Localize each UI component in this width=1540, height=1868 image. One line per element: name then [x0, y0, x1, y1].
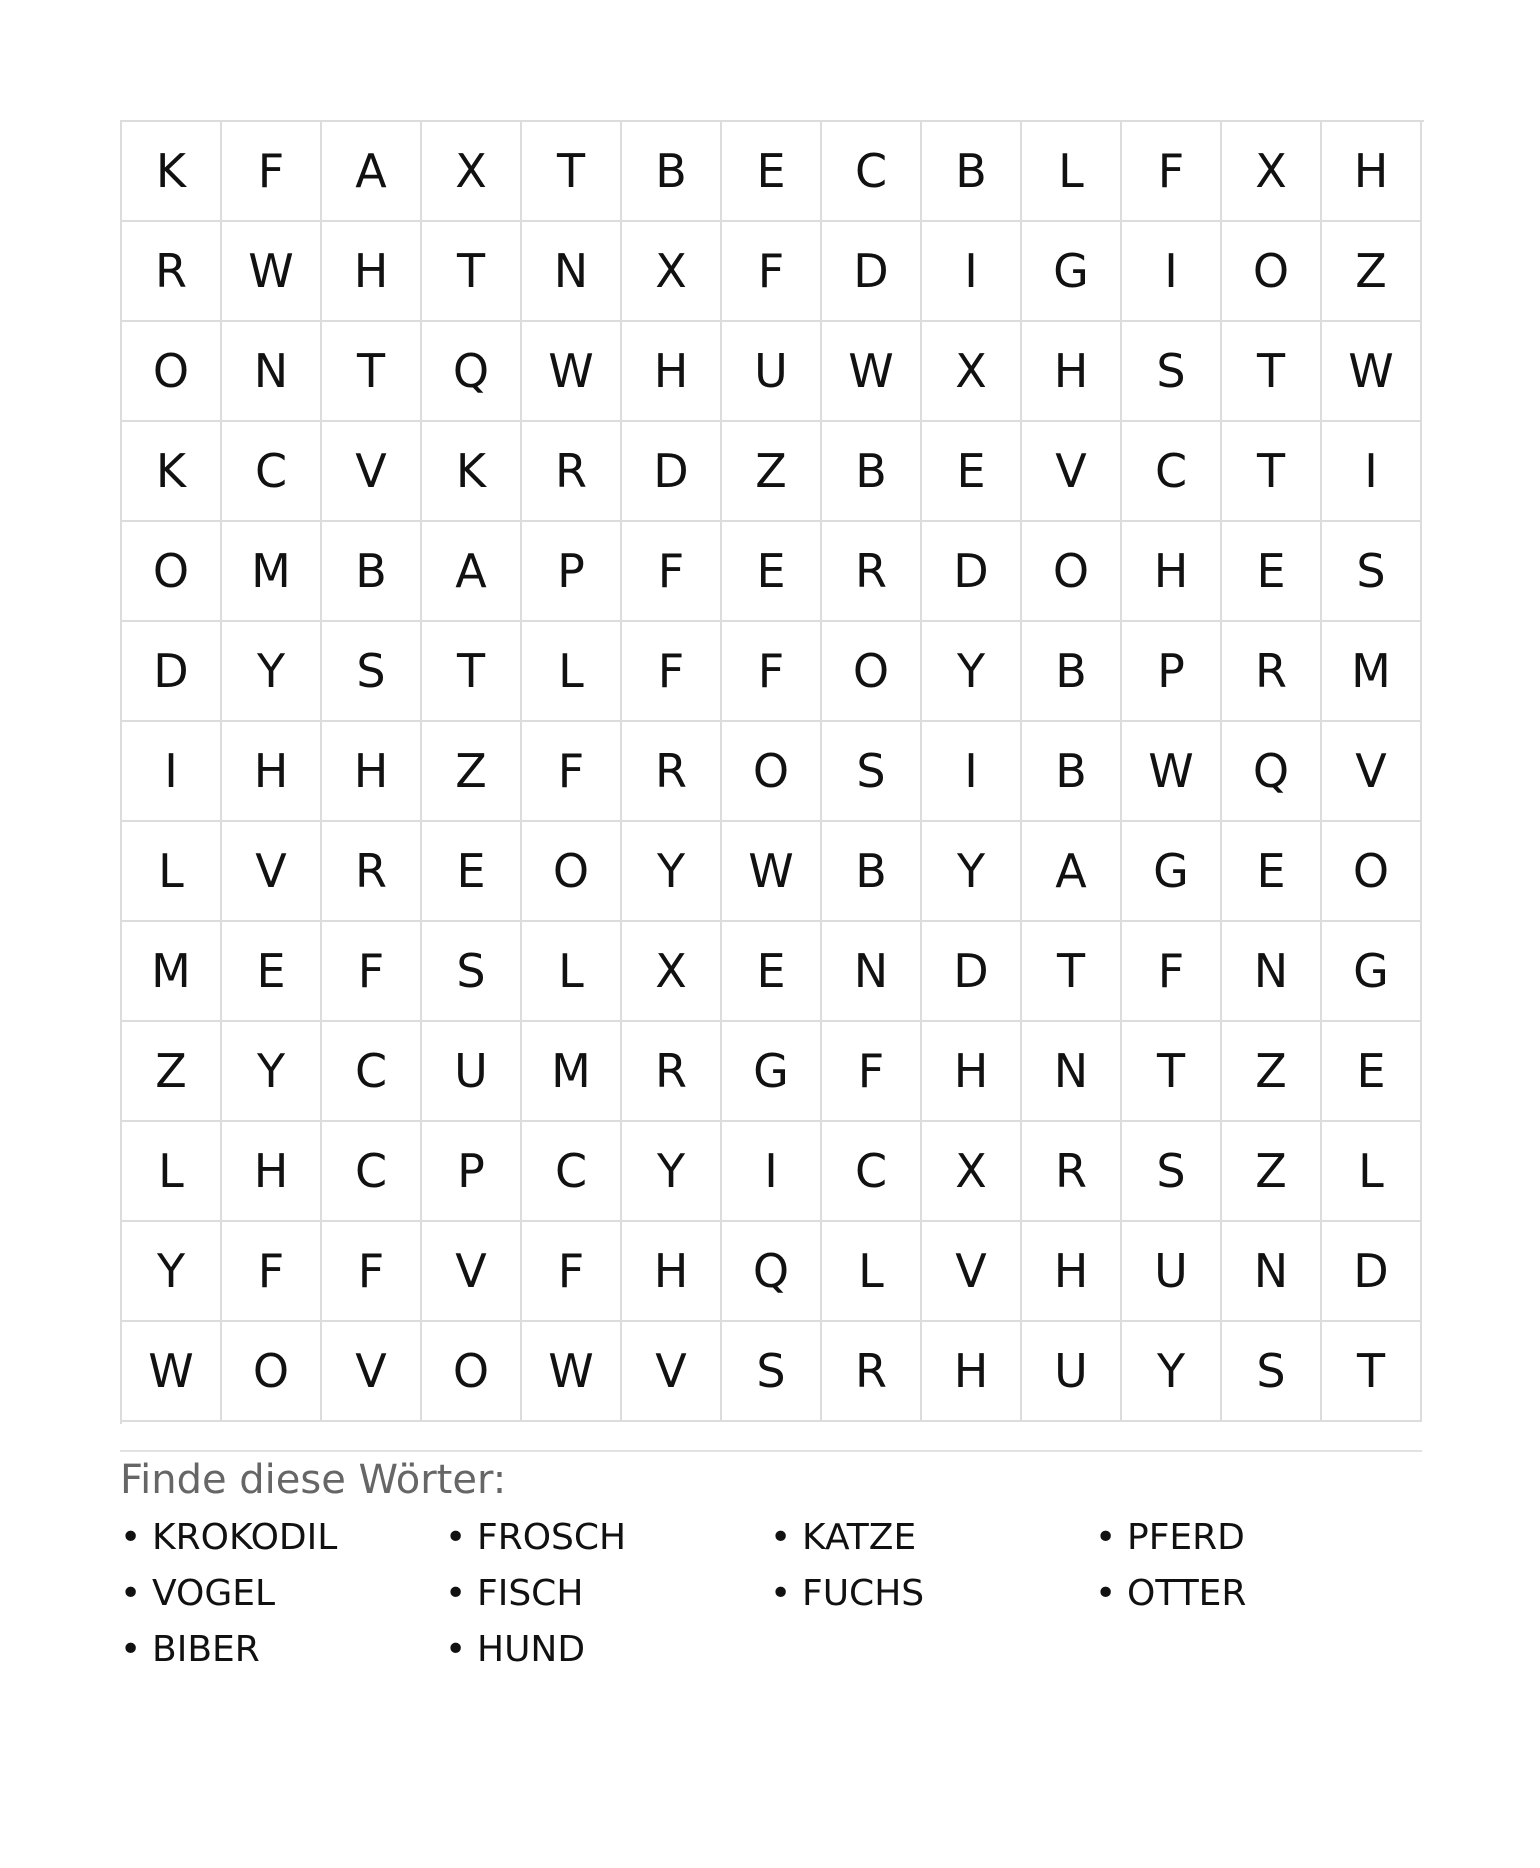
grid-cell[interactable]: Y [922, 822, 1022, 922]
grid-cell[interactable]: L [522, 922, 622, 1022]
bullet-icon: • [770, 1573, 792, 1614]
grid-cell[interactable]: B [922, 122, 1022, 222]
grid-cell[interactable]: X [622, 922, 722, 1022]
word-label: KROKODIL [152, 1517, 338, 1558]
grid-cell[interactable]: U [422, 1022, 522, 1122]
grid-cell[interactable]: W [222, 222, 322, 322]
grid-cell[interactable]: H [922, 1322, 1022, 1422]
grid-cell[interactable]: N [222, 322, 322, 422]
grid-cell[interactable]: T [1222, 422, 1322, 522]
grid-cell[interactable]: C [1122, 422, 1222, 522]
grid-cell[interactable]: X [922, 1122, 1022, 1222]
grid-cell[interactable]: L [522, 622, 622, 722]
grid-cell[interactable]: P [522, 522, 622, 622]
grid-cell[interactable]: X [1222, 122, 1322, 222]
word-label: PFERD [1127, 1517, 1245, 1558]
grid-cell[interactable]: K [122, 122, 222, 222]
grid-cell[interactable]: O [1022, 522, 1122, 622]
grid-cell[interactable]: W [522, 322, 622, 422]
grid-cell[interactable]: Q [1222, 722, 1322, 822]
bullet-icon: • [445, 1517, 467, 1558]
grid-cell[interactable]: B [1022, 622, 1122, 722]
word-label: FISCH [477, 1573, 584, 1614]
grid-cell[interactable]: U [1122, 1222, 1222, 1322]
word-list-item [120, 1622, 445, 1678]
bullet-icon: • [445, 1573, 467, 1614]
grid-cell[interactable]: X [422, 122, 522, 222]
grid-cell[interactable]: S [1322, 522, 1422, 622]
grid-cell[interactable]: T [1122, 1022, 1222, 1122]
grid-cell[interactable]: O [122, 322, 222, 422]
grid-cell[interactable]: E [1322, 1022, 1422, 1122]
grid-cell[interactable]: T [1022, 922, 1122, 1022]
grid-cell[interactable]: C [322, 1022, 422, 1122]
grid-cell[interactable]: Y [222, 1022, 322, 1122]
word-list-item [770, 1566, 1095, 1622]
grid-cell[interactable]: N [822, 922, 922, 1022]
grid-cell[interactable]: S [1222, 1322, 1322, 1422]
grid-cell[interactable]: B [322, 522, 422, 622]
grid-cell[interactable]: S [422, 922, 522, 1022]
grid-cell[interactable]: H [622, 1222, 722, 1322]
grid-cell[interactable]: Y [222, 622, 322, 722]
grid-cell[interactable]: O [1322, 822, 1422, 922]
bullet-icon: • [1095, 1517, 1117, 1558]
grid-cell[interactable]: I [122, 722, 222, 822]
grid-cell[interactable]: S [722, 1322, 822, 1422]
bullet-icon: • [120, 1517, 142, 1558]
grid-cell[interactable]: N [522, 222, 622, 322]
grid-cell[interactable]: D [922, 522, 1022, 622]
grid-cell[interactable]: P [422, 1122, 522, 1222]
grid-cell[interactable]: T [422, 222, 522, 322]
grid-cell[interactable]: C [222, 422, 322, 522]
grid-cell[interactable]: S [1122, 322, 1222, 422]
grid-cell[interactable]: L [1022, 122, 1122, 222]
grid-cell[interactable]: S [822, 722, 922, 822]
grid-cell[interactable]: O [822, 622, 922, 722]
grid-cell[interactable]: Z [1222, 1022, 1322, 1122]
grid-cell[interactable]: H [1122, 522, 1222, 622]
grid-cell[interactable]: B [622, 122, 722, 222]
grid-cell[interactable]: V [922, 1222, 1022, 1322]
grid-cell[interactable]: W [822, 322, 922, 422]
grid-cell[interactable]: Y [922, 622, 1022, 722]
word-list-item [445, 1622, 770, 1678]
bullet-icon: • [1095, 1573, 1117, 1614]
grid-cell[interactable]: L [822, 1222, 922, 1322]
word-list-title: Finde diese Wörter: [120, 1457, 507, 1503]
grid-cell[interactable]: V [1322, 722, 1422, 822]
word-label: FUCHS [802, 1573, 925, 1614]
grid-cell[interactable]: R [122, 222, 222, 322]
grid-cell[interactable]: Z [1322, 222, 1422, 322]
grid-cell[interactable]: H [222, 1122, 322, 1222]
grid-cell[interactable]: D [1322, 1222, 1422, 1322]
grid-cell[interactable]: I [922, 722, 1022, 822]
grid-cell[interactable]: E [222, 922, 322, 1022]
grid-cell[interactable]: O [1222, 222, 1322, 322]
grid-cell[interactable]: D [822, 222, 922, 322]
grid-cell[interactable]: Q [722, 1222, 822, 1322]
grid-cell[interactable]: C [322, 1122, 422, 1222]
word-list-item [120, 1510, 445, 1566]
grid-cell[interactable]: Z [722, 422, 822, 522]
grid-cell[interactable]: E [422, 822, 522, 922]
grid-cell[interactable]: T [1222, 322, 1322, 422]
grid-cell[interactable]: Z [1222, 1122, 1322, 1222]
grid-cell[interactable]: A [422, 522, 522, 622]
grid-cell[interactable]: G [722, 1022, 822, 1122]
grid-cell[interactable]: R [522, 422, 622, 522]
grid-cell[interactable]: E [1222, 822, 1322, 922]
grid-cell[interactable]: R [322, 822, 422, 922]
word-list-item [445, 1510, 770, 1566]
grid-cell[interactable]: V [322, 1322, 422, 1422]
grid-cell[interactable]: T [522, 122, 622, 222]
grid-cell[interactable]: R [822, 522, 922, 622]
grid-cell[interactable]: Y [1122, 1322, 1222, 1422]
grid-cell[interactable]: O [122, 522, 222, 622]
grid-cell[interactable]: F [1122, 122, 1222, 222]
grid-cell[interactable]: F [722, 222, 822, 322]
grid-cell[interactable]: F [322, 1222, 422, 1322]
grid-cell[interactable]: T [422, 622, 522, 722]
grid-cell[interactable]: T [1322, 1322, 1422, 1422]
grid-cell[interactable]: I [1122, 222, 1222, 322]
grid-cell[interactable]: F [1122, 922, 1222, 1022]
grid-cell[interactable]: V [322, 422, 422, 522]
grid-cell[interactable]: R [1022, 1122, 1122, 1222]
bullet-icon: • [120, 1573, 142, 1614]
grid-cell[interactable]: N [1022, 1022, 1122, 1122]
grid-cell[interactable]: R [622, 1022, 722, 1122]
grid-cell[interactable]: A [1022, 822, 1122, 922]
grid-cell[interactable]: L [1322, 1122, 1422, 1222]
letter-grid [120, 120, 1424, 1424]
word-list-item [770, 1510, 1095, 1566]
word-label: BIBER [152, 1629, 260, 1670]
grid-cell[interactable]: F [622, 622, 722, 722]
grid-cell[interactable]: N [1222, 1222, 1322, 1322]
grid-cell[interactable]: Z [122, 1022, 222, 1122]
grid-cell[interactable]: H [322, 722, 422, 822]
grid-cell[interactable]: H [1022, 1222, 1122, 1322]
grid-cell[interactable]: D [922, 922, 1022, 1022]
word-label: HUND [477, 1629, 586, 1670]
grid-cell[interactable]: O [222, 1322, 322, 1422]
grid-cell[interactable]: V [1022, 422, 1122, 522]
grid-cell[interactable]: D [622, 422, 722, 522]
grid-cell[interactable]: Z [422, 722, 522, 822]
grid-cell[interactable]: H [922, 1022, 1022, 1122]
grid-cell[interactable]: E [722, 922, 822, 1022]
grid-cell[interactable]: L [122, 822, 222, 922]
word-label: FROSCH [477, 1517, 627, 1558]
grid-cell[interactable]: B [822, 422, 922, 522]
grid-cell[interactable]: C [522, 1122, 622, 1222]
word-list-item [120, 1566, 445, 1622]
grid-cell[interactable]: K [122, 422, 222, 522]
word-label: OTTER [1127, 1573, 1247, 1614]
grid-cell[interactable]: X [922, 322, 1022, 422]
grid-cell[interactable]: H [322, 222, 422, 322]
grid-cell[interactable]: W [722, 822, 822, 922]
word-label: KATZE [802, 1517, 917, 1558]
grid-cell[interactable]: F [822, 1022, 922, 1122]
grid-cell[interactable]: G [1122, 822, 1222, 922]
grid-cell[interactable]: L [122, 1122, 222, 1222]
grid-cell[interactable]: C [822, 122, 922, 222]
grid-cell[interactable]: M [122, 922, 222, 1022]
grid-cell[interactable]: H [1322, 122, 1422, 222]
grid-cell[interactable]: E [722, 522, 822, 622]
grid-cell[interactable]: E [722, 122, 822, 222]
grid-cell[interactable]: E [922, 422, 1022, 522]
grid-cell[interactable]: I [722, 1122, 822, 1222]
grid-cell[interactable]: F [622, 522, 722, 622]
word-list [120, 1510, 1422, 1678]
grid-cell[interactable]: M [522, 1022, 622, 1122]
grid-cell[interactable]: R [822, 1322, 922, 1422]
grid-cell[interactable]: U [1022, 1322, 1122, 1422]
grid-cell[interactable]: I [1322, 422, 1422, 522]
word-label: VOGEL [152, 1573, 276, 1614]
grid-cell[interactable]: T [322, 322, 422, 422]
grid-cell[interactable]: Y [622, 822, 722, 922]
word-list-item [1095, 1566, 1420, 1622]
grid-cell[interactable]: V [422, 1222, 522, 1322]
grid-cell[interactable]: G [1322, 922, 1422, 1022]
grid-cell[interactable]: Q [422, 322, 522, 422]
bullet-icon: • [445, 1629, 467, 1670]
grid-cell[interactable]: P [1122, 622, 1222, 722]
grid-cell[interactable]: F [522, 722, 622, 822]
grid-cell[interactable]: W [522, 1322, 622, 1422]
word-list-item [445, 1566, 770, 1622]
grid-cell[interactable]: B [822, 822, 922, 922]
grid-cell[interactable]: R [1222, 622, 1322, 722]
grid-cell[interactable]: F [722, 622, 822, 722]
grid-cell[interactable]: G [1022, 222, 1122, 322]
grid-cell[interactable]: H [1022, 322, 1122, 422]
grid-cell[interactable]: W [122, 1322, 222, 1422]
grid-cell[interactable]: H [622, 322, 722, 422]
grid-cell[interactable]: O [422, 1322, 522, 1422]
grid-cell[interactable]: V [622, 1322, 722, 1422]
grid-cell[interactable]: A [322, 122, 422, 222]
grid-cell[interactable]: W [1122, 722, 1222, 822]
grid-cell[interactable]: H [222, 722, 322, 822]
grid-cell[interactable]: F [222, 1222, 322, 1322]
grid-cell[interactable]: S [1122, 1122, 1222, 1222]
grid-cell[interactable]: K [422, 422, 522, 522]
bullet-icon: • [770, 1517, 792, 1558]
grid-cell[interactable]: C [822, 1122, 922, 1222]
grid-cell[interactable]: B [1022, 722, 1122, 822]
grid-cell[interactable]: D [122, 622, 222, 722]
grid-cell[interactable]: U [722, 322, 822, 422]
grid-cell[interactable]: F [222, 122, 322, 222]
grid-cell[interactable]: N [1222, 922, 1322, 1022]
grid-cell[interactable]: O [722, 722, 822, 822]
grid-cell[interactable]: F [522, 1222, 622, 1322]
grid-cell[interactable]: V [222, 822, 322, 922]
grid-cell[interactable]: I [922, 222, 1022, 322]
grid-cell[interactable]: W [1322, 322, 1422, 422]
grid-cell[interactable]: X [622, 222, 722, 322]
grid-cell[interactable]: S [322, 622, 422, 722]
grid-cell[interactable]: M [222, 522, 322, 622]
grid-cell[interactable]: Y [122, 1222, 222, 1322]
grid-cell[interactable]: Y [622, 1122, 722, 1222]
grid-cell[interactable]: R [622, 722, 722, 822]
grid-cell[interactable]: E [1222, 522, 1322, 622]
grid-cell[interactable]: O [522, 822, 622, 922]
word-list-item [1095, 1510, 1420, 1566]
grid-cell[interactable]: F [322, 922, 422, 1022]
bullet-icon: • [120, 1629, 142, 1670]
grid-cell[interactable]: M [1322, 622, 1422, 722]
